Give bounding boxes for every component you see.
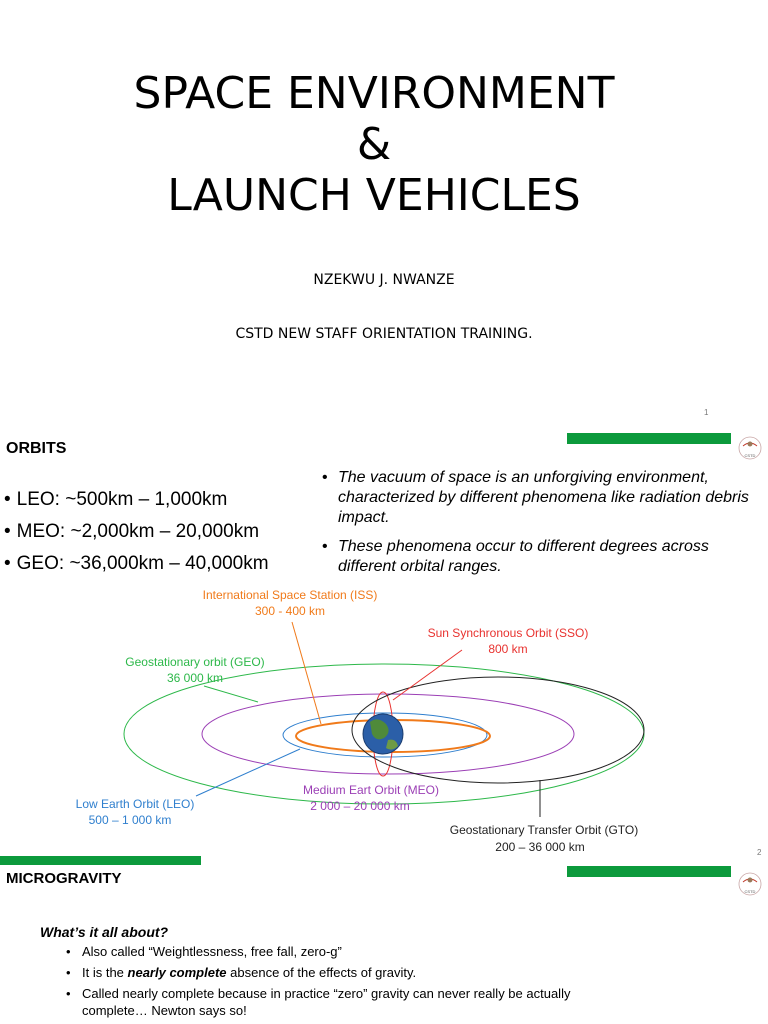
event-name: CSTD NEW STAFF ORIENTATION TRAINING. bbox=[235, 326, 533, 342]
geo-label: Geostationary orbit (GEO) bbox=[125, 655, 265, 669]
footer-accent-bar bbox=[0, 856, 201, 865]
iss-label: International Space Station (ISS) bbox=[202, 588, 378, 602]
microgravity-subheading: What’s it all about? bbox=[40, 924, 169, 940]
iss-range: 300 - 400 km bbox=[254, 604, 326, 618]
sso-range: 800 km bbox=[488, 642, 528, 656]
point-2-suffix: absence of the effects of gravity. bbox=[226, 965, 417, 980]
gto-label: Geostationary Transfer Orbit (GTO) bbox=[449, 823, 639, 837]
leo-range-item: • LEO: ~500km – 1,000km bbox=[4, 484, 269, 516]
meo-range: 2 000 – 20 000 km bbox=[310, 799, 410, 813]
page-number-1: 1 bbox=[704, 408, 709, 417]
slide-title bbox=[0, 68, 748, 221]
sso-label: Sun Synchronous Orbit (SSO) bbox=[427, 626, 589, 640]
meo-label: Medium Eart Orbit (MEO) bbox=[302, 783, 440, 797]
microgravity-heading: MICROGRAVITY bbox=[6, 870, 122, 887]
microgravity-point-1: • Also called “Weightlessness, free fall, zero-g” bbox=[66, 943, 626, 960]
title-line-1: SPACE ENVIRONMENT bbox=[133, 68, 615, 119]
gto-range: 200 – 36 000 km bbox=[495, 840, 585, 854]
orbit-diagram bbox=[0, 582, 768, 862]
geo-range-item: • GEO: ~36,000km – 40,000km bbox=[4, 548, 269, 580]
header-accent-bar-2 bbox=[567, 866, 731, 877]
microgravity-point-3: • Called nearly complete because in practice “zero” gravity can never really be actually complete… Newton says so! bbox=[66, 985, 626, 1019]
title-line-2: & bbox=[356, 119, 392, 170]
point-2-prefix: It is the bbox=[82, 965, 128, 980]
author-name: NZEKWU J. NWANZE bbox=[313, 272, 455, 288]
space-environment-points bbox=[322, 468, 762, 586]
leo-label: Low Earth Orbit (LEO) bbox=[75, 797, 195, 811]
microgravity-point-2 bbox=[66, 964, 626, 981]
orbits-heading: ORBITS bbox=[6, 440, 67, 457]
leo-range: 500 – 1 000 km bbox=[88, 813, 172, 827]
header-accent-bar bbox=[567, 433, 731, 444]
phenomena-point: • These phenomena occur to different degrees across different orbital ranges. bbox=[322, 537, 762, 577]
page-number-2: 2 bbox=[757, 848, 762, 857]
geo-range: 36 000 km bbox=[166, 671, 224, 685]
cstd-logo-icon-2 bbox=[738, 872, 762, 896]
geo-leader bbox=[204, 686, 258, 702]
meo-range-item: • MEO: ~2,000km – 20,000km bbox=[4, 516, 269, 548]
leo-leader bbox=[196, 749, 300, 796]
vacuum-point: • The vacuum of space is an unforgiving environment, characterized by different phenomena like radiation debris impact. bbox=[322, 468, 762, 528]
cstd-logo-icon bbox=[738, 436, 762, 460]
orbit-range-list bbox=[4, 484, 269, 580]
logo-text: CSTD bbox=[744, 453, 756, 458]
microgravity-points bbox=[66, 943, 626, 1023]
logo-text-2: CSTD bbox=[744, 889, 756, 894]
point-2-emphasis: nearly complete bbox=[127, 965, 227, 980]
iss-leader bbox=[292, 622, 321, 724]
title-line-3: LAUNCH VEHICLES bbox=[167, 170, 581, 221]
sso-leader bbox=[393, 650, 462, 700]
